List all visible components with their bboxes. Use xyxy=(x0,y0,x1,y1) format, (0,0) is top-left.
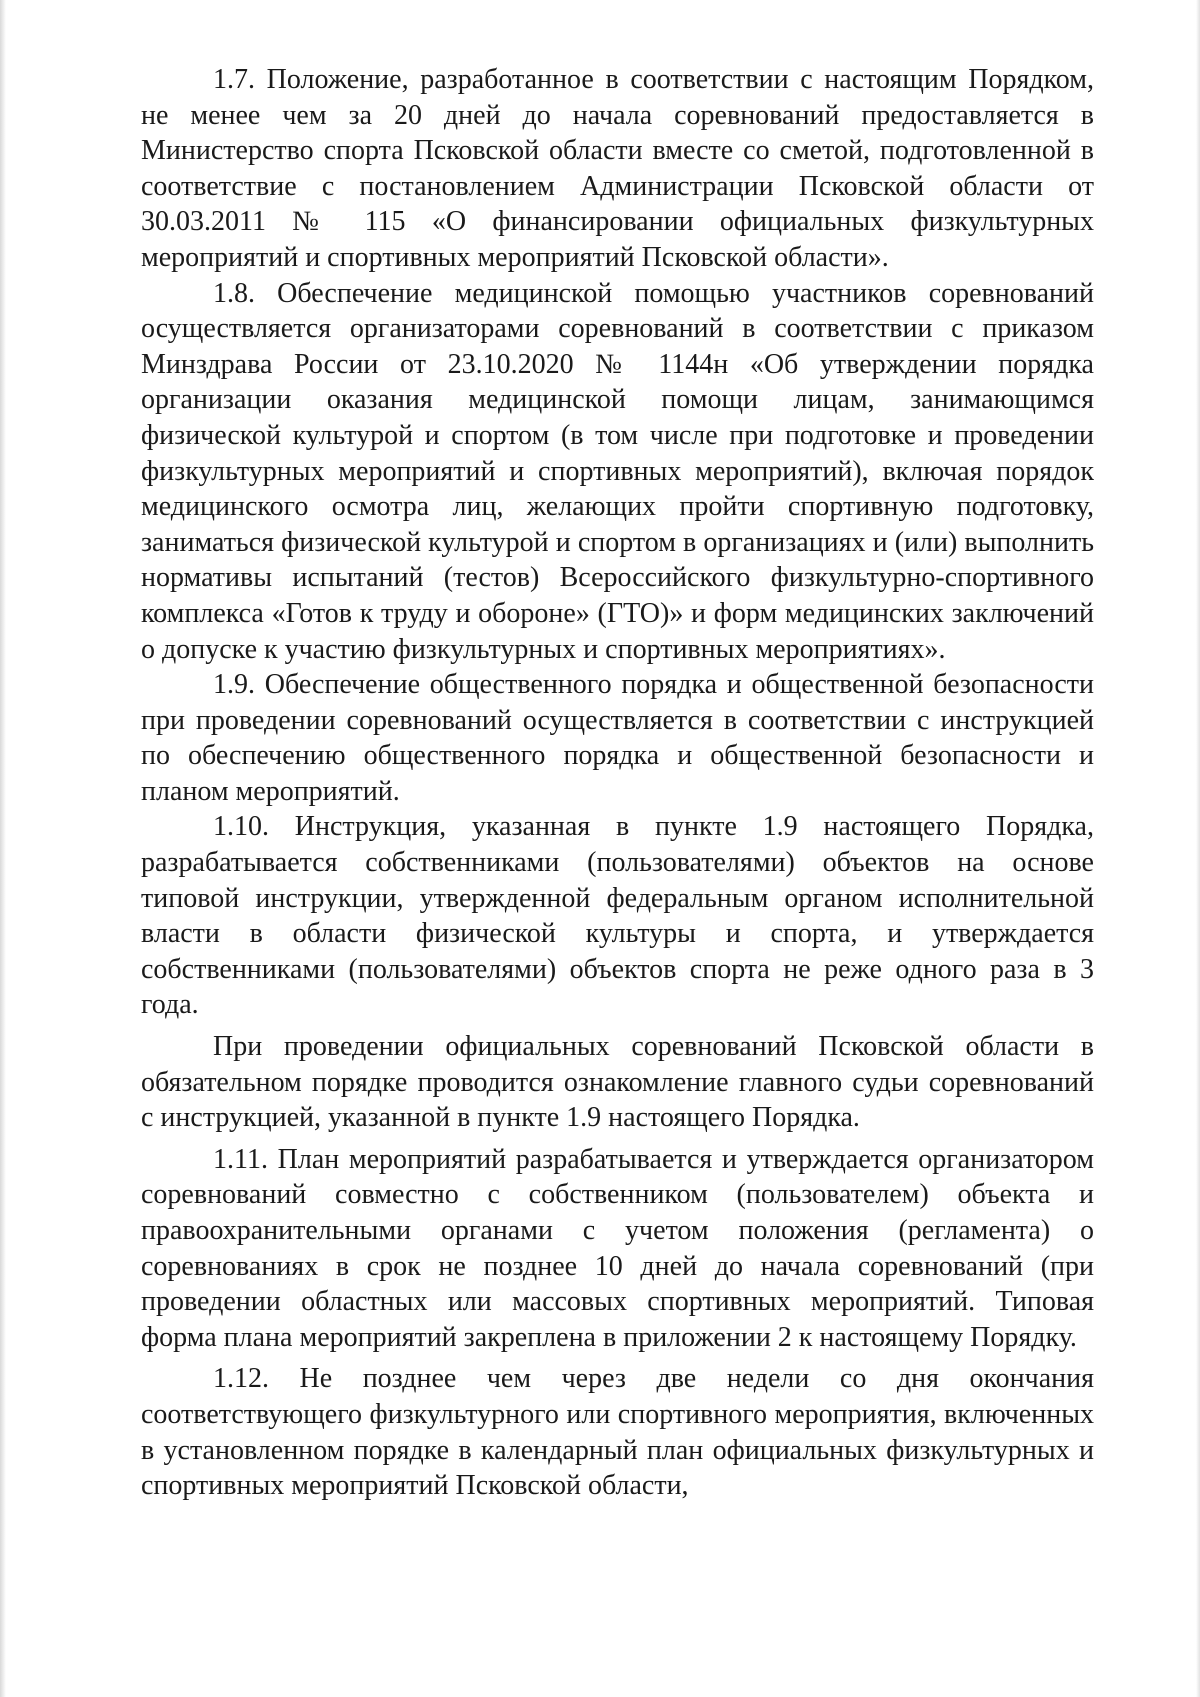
paragraph-1-12: 1.12. Не позднее чем через две недели со дня окончания соответствующего физкультурного или спортивного мероприятия, включенных в установленном порядке в календарный план официальных физкультурных и спортивных мероприятий Псковской области, xyxy=(141,1363,1094,1502)
document-body xyxy=(141,62,1094,1504)
paragraph-1-7: 1.7. Положение, разработанное в соответствии с настоящим Порядком, не менее чем за 20 дней до начала соревнований предоставляется в Министерство спорта Псковской области вместе со сметой, подготовленной в соответствие с постановлением Администрации Псковской области от 30.03.2011 № 115 «О финансировании официальных физкультурных мероприятий и спортивных мероприятий Псковской области». xyxy=(141,64,1094,273)
scan-edge-left xyxy=(0,0,6,1697)
paragraph-1-8: 1.8. Обеспечение медицинской помощью участников соревнований осуществляется организаторами соревнований в соответствии с приказом Минздрава России от 23.10.2020 № 1144н «Об утверждении порядка организации оказания медицинской помощи лицам, занимающимся физической культурой и спортом (в том числе при подготовке и проведении физкультурных мероприятий и спортивных мероприятий), включая порядок медицинского осмотра лиц, желающих пройти спортивную подготовку, заниматься физической культурой и спортом в организациях и (или) выполнить нормативы испытаний (тестов) Всероссийского физкультурно-спортивного комплекса «Готов к труду и обороне» (ГТО)» и форм медицинских заключений о допуске к участию физкультурных и спортивных мероприятиях». xyxy=(141,277,1094,665)
paragraph-1-10: 1.10. Инструкция, указанная в пункте 1.9 настоящего Порядка, разрабатывается собственниками (пользователями) объектов на основе типовой инструкции, утвержденной федеральным органом исполнительной власти в области физической культуры и спорта, и утверждается собственниками (пользователями) объектов спорта не реже одного раза в 3 года. xyxy=(141,811,1094,1021)
paragraph-1-9: 1.9. Обеспечение общественного порядка и общественной безопасности при проведении соревнований осуществляется в соответствии с инструкцией по обеспечению общественного порядка и общественной безопасности и планом мероприятий. xyxy=(141,669,1094,807)
paragraph-1-10-addendum: При проведении официальных соревнований Псковской области в обязательном порядке проводится ознакомление главного судьи соревнований с инструкцией, указанной в пункте 1.9 настоящего Порядка. xyxy=(141,1031,1094,1134)
scan-edge-right xyxy=(1196,0,1200,1697)
paragraph-1-11: 1.11. План мероприятий разрабатывается и утверждается организатором соревнований совместно с собственником (пользователем) объекта и правоохранительными органами с учетом положения (регламента) о соревнованиях в срок не позднее 10 дней до начала соревнований (при проведении областных или массовых спортивных мероприятий. Типовая форма плана мероприятий закреплена в приложении 2 к настоящему Порядку. xyxy=(141,1143,1094,1353)
